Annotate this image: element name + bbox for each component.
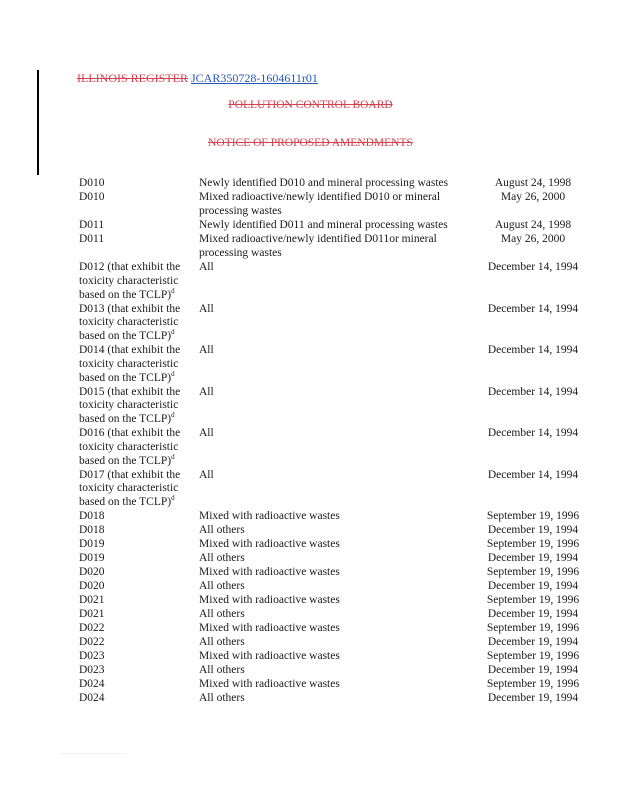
table-row bbox=[0, 538, 621, 552]
waste-description: Mixed with radioactive wastes bbox=[199, 566, 340, 578]
board-title bbox=[0, 99, 621, 111]
effective-date: December 19, 1994 bbox=[487, 580, 579, 592]
waste-description: Mixed radioactive/newly identified D010 or mineral processing wastes bbox=[199, 191, 441, 217]
waste-code: D019 bbox=[79, 538, 105, 550]
board-title-deleted: POLLUTION CONTROL BOARD bbox=[228, 99, 393, 111]
waste-description: All bbox=[199, 427, 214, 439]
waste-code: D022 bbox=[79, 622, 105, 634]
waste-description: All others bbox=[199, 608, 245, 620]
waste-code: D010 bbox=[79, 191, 105, 203]
waste-code: D023 bbox=[79, 650, 105, 662]
waste-code: D024 bbox=[79, 678, 105, 690]
table-row bbox=[0, 191, 621, 219]
waste-code: D023 bbox=[79, 664, 105, 676]
waste-code: D011 bbox=[79, 233, 105, 245]
table-row bbox=[0, 261, 621, 303]
table-row bbox=[0, 594, 621, 608]
effective-date: August 24, 1998 bbox=[494, 177, 572, 189]
effective-date: December 19, 1994 bbox=[487, 664, 579, 676]
effective-date: December 19, 1994 bbox=[487, 524, 579, 536]
effective-date: May 26, 2000 bbox=[500, 233, 566, 245]
effective-date: December 14, 1994 bbox=[487, 344, 579, 356]
waste-code: D012 (that exhibit the toxicity characteristic based on the TCLP)$^d$ bbox=[79, 261, 181, 301]
effective-date: September 19, 1996 bbox=[486, 538, 580, 550]
waste-description: All others bbox=[199, 580, 245, 592]
table-row bbox=[0, 233, 621, 261]
footnote-marker: d bbox=[171, 369, 175, 378]
effective-date: December 19, 1994 bbox=[487, 636, 579, 648]
footnote-marker: d bbox=[171, 286, 175, 295]
effective-date: September 19, 1996 bbox=[486, 622, 580, 634]
table-row bbox=[0, 692, 621, 706]
waste-code: D010 bbox=[79, 177, 105, 189]
waste-code: D018 bbox=[79, 524, 105, 536]
waste-code: D017 (that exhibit the toxicity characteristic based on the TCLP)$^d$ bbox=[79, 468, 181, 509]
effective-date: September 19, 1996 bbox=[486, 566, 580, 578]
effective-date: December 19, 1994 bbox=[487, 552, 579, 564]
notice-title bbox=[0, 137, 621, 149]
table-row bbox=[0, 580, 621, 594]
table-row bbox=[0, 510, 621, 524]
table-row bbox=[0, 552, 621, 566]
effective-date: May 26, 2000 bbox=[500, 191, 566, 203]
waste-description: All others bbox=[199, 552, 245, 564]
footnote-marker: d bbox=[171, 411, 175, 420]
effective-date: December 14, 1994 bbox=[487, 385, 579, 398]
waste-code-table bbox=[0, 177, 621, 706]
waste-code: D014 (that exhibit the toxicity characteristic based on the TCLP)$^d$ bbox=[79, 344, 181, 384]
table-row bbox=[0, 177, 621, 191]
waste-code: D024 bbox=[79, 692, 105, 704]
table-row bbox=[0, 344, 621, 386]
table-row bbox=[0, 427, 621, 469]
table-row bbox=[0, 566, 621, 580]
table-row bbox=[0, 386, 621, 428]
table-row bbox=[0, 678, 621, 692]
register-header bbox=[77, 71, 318, 86]
effective-date: December 14, 1994 bbox=[487, 468, 579, 481]
waste-description: Mixed with radioactive wastes bbox=[199, 678, 340, 690]
table-row bbox=[0, 303, 621, 345]
waste-code: D011 bbox=[79, 219, 105, 231]
waste-description: All others bbox=[199, 524, 245, 536]
register-title-deleted: ILLINOIS REGISTER bbox=[77, 71, 188, 85]
effective-date: December 14, 1994 bbox=[487, 302, 579, 315]
revision-bar bbox=[37, 70, 39, 175]
waste-description: Newly identified D010 and mineral processing wastes bbox=[199, 177, 449, 189]
waste-code: D020 bbox=[79, 580, 105, 592]
table-row bbox=[0, 219, 621, 233]
table-row bbox=[0, 664, 621, 678]
waste-code: D021 bbox=[79, 594, 105, 606]
footnote-marker: d bbox=[171, 494, 175, 503]
waste-description: All others bbox=[199, 636, 245, 648]
footer-divider bbox=[60, 753, 126, 754]
table-row bbox=[0, 622, 621, 636]
waste-code: D013 (that exhibit the toxicity characteristic based on the TCLP)$^d$ bbox=[79, 302, 181, 343]
effective-date: September 19, 1996 bbox=[486, 510, 580, 522]
waste-description: All others bbox=[199, 692, 245, 704]
effective-date: December 19, 1994 bbox=[487, 608, 579, 620]
table-row bbox=[0, 650, 621, 664]
waste-description: Mixed with radioactive wastes bbox=[199, 622, 340, 634]
waste-code: D016 (that exhibit the toxicity characteristic based on the TCLP)$^d$ bbox=[79, 427, 181, 467]
effective-date: December 14, 1994 bbox=[487, 427, 579, 439]
waste-code: D021 bbox=[79, 608, 105, 620]
effective-date: December 19, 1994 bbox=[487, 692, 579, 704]
waste-description: All others bbox=[199, 664, 245, 676]
waste-description: Mixed radioactive/newly identified D011or mineral processing wastes bbox=[199, 233, 437, 259]
footnote-marker: d bbox=[171, 328, 175, 337]
footnote-marker: d bbox=[171, 452, 175, 461]
table-row bbox=[0, 608, 621, 622]
effective-date: December 14, 1994 bbox=[487, 261, 579, 273]
waste-description: All bbox=[199, 261, 214, 273]
table-row bbox=[0, 469, 621, 511]
waste-code: D022 bbox=[79, 636, 105, 648]
waste-description: All bbox=[199, 302, 214, 315]
waste-description: All bbox=[199, 344, 214, 356]
register-id-inserted: JCAR350728-1604611r01 bbox=[191, 71, 318, 85]
waste-description: Mixed with radioactive wastes bbox=[199, 510, 340, 522]
notice-title-deleted: NOTICE OF PROPOSED AMENDMENTS bbox=[208, 137, 413, 149]
waste-description: All bbox=[199, 385, 214, 398]
table-row bbox=[0, 524, 621, 538]
effective-date: September 19, 1996 bbox=[486, 678, 580, 690]
table-row bbox=[0, 636, 621, 650]
waste-description: Mixed with radioactive wastes bbox=[199, 538, 340, 550]
waste-description: Mixed with radioactive wastes bbox=[199, 594, 340, 606]
effective-date: August 24, 1998 bbox=[494, 219, 572, 231]
waste-code: D020 bbox=[79, 566, 105, 578]
effective-date: September 19, 1996 bbox=[486, 650, 580, 662]
waste-description: All bbox=[199, 468, 214, 481]
waste-description: Mixed with radioactive wastes bbox=[199, 650, 340, 662]
waste-code: D015 (that exhibit the toxicity characteristic based on the TCLP)$^d$ bbox=[79, 385, 181, 426]
waste-code: D019 bbox=[79, 552, 105, 564]
waste-description: Newly identified D011 and mineral processing wastes bbox=[199, 219, 448, 231]
effective-date: September 19, 1996 bbox=[486, 594, 580, 606]
waste-code: D018 bbox=[79, 510, 105, 522]
